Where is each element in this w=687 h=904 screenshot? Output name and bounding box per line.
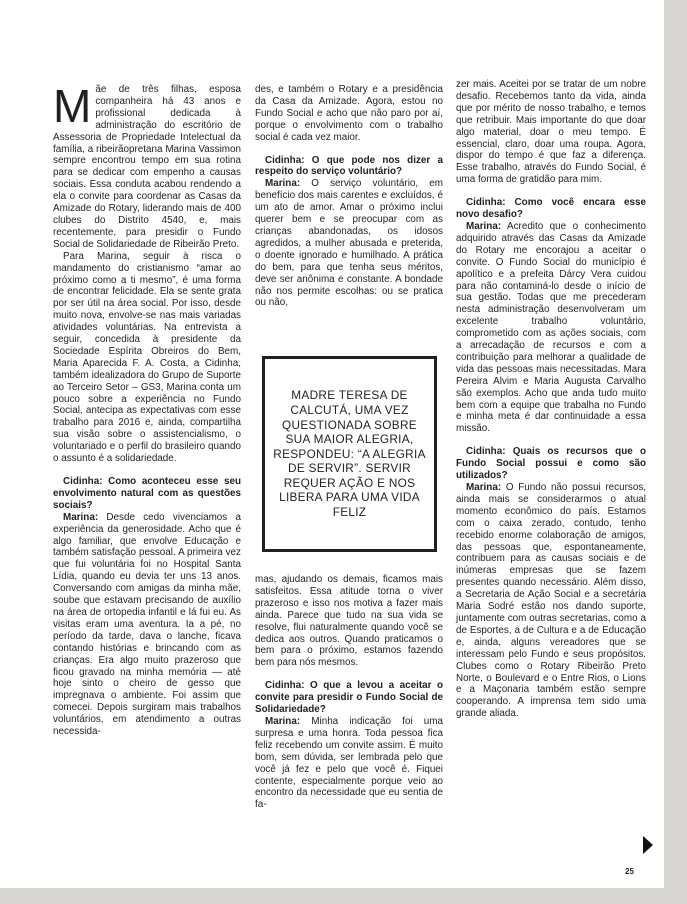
pull-quote-text: MADRE TERESA DE CALCUTÁ, UMA VEZ QUESTIONADA SOBRE SUA MAIOR ALEGRIA, RESPONDEU: “A ALEGRIA DE SERVIR”. SERVIR REQUER AÇÃO E NOS LIBERA PARA UMA VIDA FELIZ	[273, 388, 426, 520]
interview-question: Cidinha: O que a levou a aceitar o convite para presidir o Fundo Social de Solidariedade?	[255, 680, 443, 716]
page-number: 25	[625, 867, 634, 876]
intro-paragraph: Mãe de três filhas, esposa companheira há 43 anos e profissional dedicada à administração do escritório de Assessoria de Propriedade Intelectual da família, a ribeirãopretana Marina Vassimon sempre encontrou tempo em sua rotina para se dedicar com empenho a causas sociais. Essa conduta acabou rendendo a ela o convite para coordenar as Casas da Amizade do Rotary, liderando mais de 400 clubes do Distrito 4540, e, mais recentemente, para presidir o Fundo Social de Solidariedade de Ribeirão Preto.	[53, 80, 241, 250]
dropcap-letter: M	[53, 80, 92, 132]
text-column-2-top	[255, 84, 443, 309]
paragraph: Para Marina, seguir à risca o mandamento do cristianismo “amar ao próximo como a ti mesmo”, é uma forma de encontrar felicidade. Ela se sente grata por ser útil na área social. Por isso, desde muito nova, envolve-se nas mais variadas atividades voluntárias. Na entrevista a seguir, concedida à presidente da Sociedade Espírita Obreiros do Bem, Maria Aparecida F. A. Costa, a Cidinha, também idealizadora do Grupo de Suporte ao Terceiro Setor – GS3, Marina conta um pouco sobre a experiência no Fundo Social, antecipa as expectativas com esse trabalho para 2016 e, ainda, compartilha sua visão sobre o assistencialismo, o voluntariado e o perfil do brasileiro quando o assunto é a solidariedade.	[53, 250, 241, 465]
interview-answer: Marina: O Fundo não possui recursos, ainda mais se considerarmos o atual momento econômico do país. Estamos com o caixa zerado, contudo, tenho recebido enorme colaboração de amigos, das pessoas que, espontaneamente, contribuem para as causas sociais e de inúmeras empresas que se fazem presentes quando necessário. Além disso, a Secretaria de Ação Social e a secretária Maria Sodré estão nos dando suporte, juntamente com outras secretarias, como a de Esportes, a de Cultura e a de Educação e, ainda, alguns vereadores que se interessam pelo Fundo e seus propósitos. Clubes como o Rotary Ribeirão Preto Norte, o Boulevard e o Entre Rios, o Lions e a Maçonaria também estão sempre cooperando. A imprensa tem sido uma grande aliada.	[456, 482, 646, 720]
text-column-1	[53, 80, 241, 738]
interview-answer: Marina: Acredito que o conhecimento adquirido através das Casas da Amizade do Rotary me encorajou a aceitar o convite. O Fundo Social do município é apolítico e a prefeita Dárcy Vera cuidou para não contaminá-lo desde o início de sua gestão. Todas que me precederam nesta administração desenvolveram um excelente trabalho voluntário, comprometido com as ações sociais, com a arrecadação de recursos e com a contribuição para melhorar a qualidade de vida das pessoas mais necessitadas. Mara Pereira Alvim e Maria Augusta Carvalho são exemplos. Acho que anda tudo muito bem com a equipe que trabalha no Fundo e minha meta é dar continuidade a essa missão.	[456, 220, 646, 435]
interview-question: Cidinha: Quais os recursos que o Fundo Social possui e como são utilizados?	[456, 446, 646, 482]
text-column-3	[456, 79, 646, 720]
interview-question: Cidinha: O que pode nos dizer a respeito do serviço voluntário?	[255, 154, 443, 178]
interview-question: Cidinha: Como aconteceu esse seu envolvimento natural com as questões sociais?	[53, 476, 241, 511]
text-column-2-bottom	[255, 574, 443, 811]
pull-quote-box	[262, 356, 437, 552]
paragraph-continued: des, e também o Rotary e a presidência da Casa da Amizade. Agora, estou no Fundo Social e acho que não paro por aí, porque o envolvimento com o trabalho social é cada vez maior.	[255, 84, 443, 143]
paragraph-continued: mas, ajudando os demais, ficamos mais satisfeitos. Essa atitude torna o viver prazeroso e isso nos motiva a fazer mais ainda. Parece que tudo na sua vida se resolve, flui naturalmente quando você se dedica aos outros. Quando praticamos o bem para o próximo, estamos fazendo bem para nós mesmos.	[255, 574, 443, 669]
interview-answer: Marina: O serviço voluntário, em benefício dos mais carentes e excluídos, é um ato de amor. Amar o próximo inclui querer bem e se preocupar com as crianças abandonadas, os idosos agredidos, a mulher abusada e preterida, o doente ignorado e humilhado. A prática do bem, para que tenha seus méritos, deve ser anônima e constante. A bondade não nos permite escolhas: ou se pratica ou não,	[255, 178, 443, 309]
interview-answer: Marina: Minha indicação foi uma surpresa e uma honra. Toda pessoa fica feliz recebendo um convite assim. É muito bom, sem dúvida, ser lembrada pelo que você já fez e pelo que você é. Fiquei contente, especialmente porque veio ao encontro da necessidade que eu sentia de fa-	[255, 715, 443, 811]
interview-question: Cidinha: Como você encara esse novo desafio?	[456, 197, 646, 221]
paragraph-continued: zer mais. Aceitei por se tratar de um nobre desafio. Recebemos tanto da vida, ainda que por mérito de nosso trabalho, e temos que retribuir. Mais importante do que doar algo material, doar o meu tempo. É essencial, claro, doar uma roupa. Agora, dispor do tempo é que faz a diferença. Esse trabalho, através do Fundo Social, é uma forma de gratidão para mim.	[456, 79, 646, 186]
triangle-right-icon[interactable]	[643, 836, 653, 854]
interview-answer: Marina: Desde cedo vivenciamos a experiência da generosidade. Acho que é algo familiar, que envolve Educação e também satisfação pessoal. A primeira vez que fui voluntária foi no Hospital Santa Lídia, quando eu devia ter uns 13 anos. Conversando com amigas da minha mãe, soube que estavam precisando de auxílio na área de ortopedia infantil e lá fui eu. As visitas eram uma aventura. Ia a pé, no período da tarde, dava o lanche, ficava contando histórias e brincando com as crianças. Era algo muito prazeroso que ficou gravado na minha memória — até hoje sinto o cheiro de gesso que impregnava o ambiente. Foi assim que comecei. Depois surgiram mais trabalhos voluntários, em atendimento a outras necessida-	[53, 511, 241, 738]
